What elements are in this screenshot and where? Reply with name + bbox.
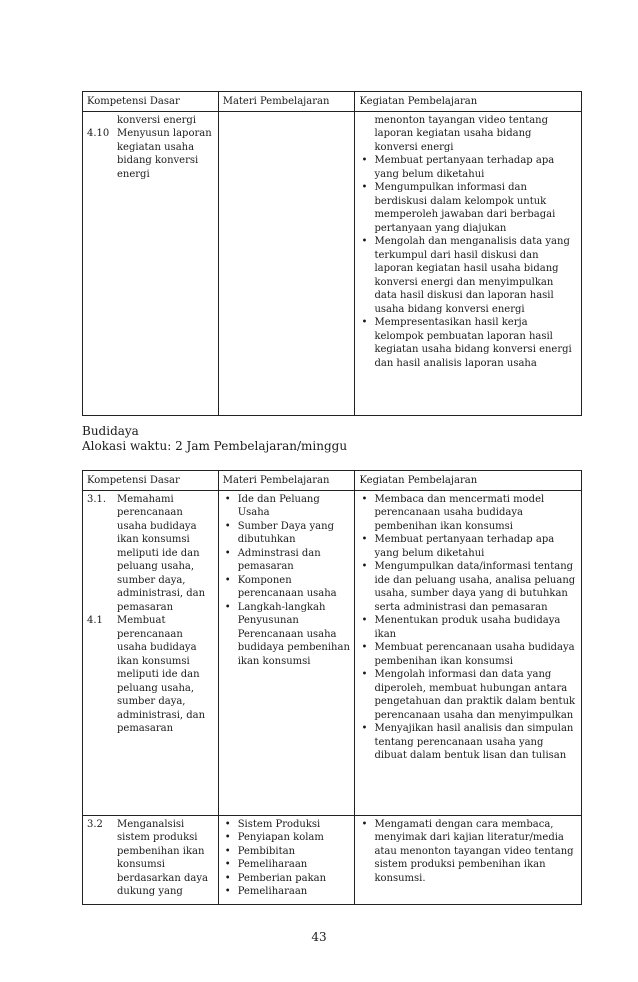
list-item: • Mengumpulkan data/informasi tentang ide dan peluang usaha, analisa peluang usaha, sumber daya yang di butuhkan serta administrasi dan pemasaran (361, 561, 576, 613)
table-row (83, 111, 582, 415)
list-item: • Langkah-langkah Penyusunan Perencanaan usaha budidaya pembenihan ikan konsumsi (224, 601, 350, 667)
kd-continued-text: konversi energi (117, 114, 197, 126)
bullet-icon: • (224, 859, 231, 870)
bullet-icon: • (224, 574, 231, 586)
kegiatan-cell (355, 490, 582, 815)
kd-item (87, 818, 214, 899)
kegiatan-list (359, 818, 577, 886)
bullet-icon: • (361, 534, 368, 545)
table-header-row (83, 471, 582, 491)
list-item: • Menyajikan hasil analisis dan simpulan tentang perencanaan usaha yang dibuat dalam bentuk lisan dan tulisan (361, 723, 574, 761)
bullet-icon: • (224, 493, 231, 505)
kd-number: 4.1 (87, 615, 103, 626)
bullet-icon: • (224, 886, 231, 897)
kegiatan-list (359, 493, 577, 763)
kd-item (87, 127, 214, 181)
materi-cell (218, 490, 355, 815)
kd-number: 3.2 (87, 818, 103, 830)
section-title: Budidaya (82, 424, 139, 438)
materi-cell (218, 815, 355, 904)
header-materi-pembelajaran: Materi Pembelajaran (218, 92, 355, 112)
list-item: • Sumber Daya yang dibutuhkan (224, 520, 334, 545)
kd-item (87, 614, 214, 736)
kegiatan-continued-text: menonton tayangan video tentang laporan kegiatan usaha bidang konversi energi (374, 114, 548, 153)
list-item: • Membuat pertanyaan terhadap apa yang belum diketahui (361, 155, 555, 180)
bullet-icon: • (361, 317, 368, 328)
header-materi-pembelajaran: Materi Pembelajaran (218, 471, 355, 491)
list-item: • Mengumpulkan informasi dan berdiskusi dalam kelompok untuk memperoleh jawaban dari berbagai pertanyaan yang diajukan (361, 182, 556, 234)
table-header-row (83, 92, 582, 112)
bullet-icon: • (361, 615, 368, 626)
kd-text: Membuat perencanaan usaha budidaya ikan konsumsi meliputi ide dan peluang usaha, sumber daya, administrasi, dan pemasaran (117, 615, 206, 734)
header-kompetensi-dasar: Kompetensi Dasar (83, 92, 219, 112)
list-item: • Membuat pertanyaan terhadap apa yang belum diketahui (361, 534, 555, 559)
list-item: • Sistem Produksi (224, 818, 321, 830)
kegiatan-list (359, 154, 577, 370)
materi-cell (218, 111, 355, 415)
bullet-icon: • (224, 520, 231, 532)
list-item: • Adminstrasi dan pemasaran (224, 547, 321, 572)
header-kompetensi-dasar: Kompetensi Dasar (83, 471, 219, 491)
kd-item (87, 493, 214, 615)
kd-text: Menyusun laporan kegiatan usaha bidang konversi energi (117, 128, 212, 180)
materi-list (223, 818, 351, 899)
bullet-icon: • (224, 845, 231, 857)
bullet-icon: • (361, 182, 368, 193)
header-kegiatan-pembelajaran: Kegiatan Pembelajaran (355, 471, 582, 491)
table-kompetensi-konversi-energi (82, 91, 582, 416)
header-kegiatan-pembelajaran: Kegiatan Pembelajaran (355, 92, 582, 112)
table-row (83, 490, 582, 815)
kd-cell (83, 111, 219, 415)
list-item: • Komponen perencanaan usaha (224, 574, 337, 599)
bullet-icon: • (361, 236, 368, 247)
list-item: • Pembibitan (224, 845, 296, 857)
table-row (83, 815, 582, 904)
bullet-icon: • (224, 601, 231, 613)
kd-cell (83, 815, 219, 904)
table-kompetensi-budidaya (82, 470, 582, 905)
bullet-icon: • (224, 872, 231, 884)
list-item: • Membuat perencanaan usaha budidaya pembenihan ikan konsumsi (361, 642, 575, 667)
bullet-icon: • (224, 832, 231, 843)
bullet-icon: • (361, 493, 368, 505)
kd-number: 3.1. (87, 493, 107, 505)
list-item: • Mengolah dan menganalisis data yang terkumpul dari hasil diskusi dan laporan kegiatan hasil usaha bidang konversi energi dan menyimpulkan data hasil diskusi dan laporan hasil usaha bidang konversi energi (361, 236, 570, 315)
bullet-icon: • (224, 818, 231, 830)
kd-cell (83, 490, 219, 815)
list-item: • Membaca dan mencermati model perencanaan usaha budidaya pembenihan ikan konsumsi (361, 493, 545, 532)
materi-list (223, 493, 351, 669)
time-allocation: Alokasi waktu: 2 Jam Pembelajaran/minggu (82, 439, 348, 453)
list-item: • Mempresentasikan hasil kerja kelompok pembuatan laporan hasil kegiatan usaha bidang konversi energi dan hasil analisis laporan usaha (361, 317, 572, 369)
list-item: • Pemeliharaan (224, 886, 308, 897)
kd-text: Memahami perencanaan usaha budidaya ikan konsumsi meliputi ide dan peluang usaha, sumber daya, administrasi, dan pemasaran (117, 493, 206, 613)
list-item: • Ide dan Peluang Usaha (224, 493, 320, 518)
bullet-icon: • (361, 642, 368, 653)
page-number: 43 (311, 930, 327, 944)
bullet-icon: • (361, 669, 368, 680)
bullet-icon: • (361, 561, 368, 572)
kd-text: Menganalsisi sistem produksi pembenihan ikan konsumsi berdasarkan daya dukung yang (117, 818, 208, 897)
list-item: • Penyiapan kolam (224, 832, 324, 843)
kd-number: 4.10 (87, 128, 110, 139)
kegiatan-cell (355, 111, 582, 415)
kegiatan-cell (355, 815, 582, 904)
list-item: • Pemberian pakan (224, 872, 327, 884)
bullet-icon: • (361, 818, 368, 830)
list-item: • Pemeliharaan (224, 859, 308, 870)
bullet-icon: • (361, 723, 368, 734)
list-item: • Mengamati dengan cara membaca, menyimak dari kajian literatur/media atau menonton tayangan video tentang sistem produksi pembenihan ikan konsumsi. (361, 818, 574, 884)
list-item: • Menentukan produk usaha budidaya ikan (361, 615, 561, 640)
list-item: • Mengolah informasi dan data yang diperoleh, membuat hubungan antara pengetahuan dan praktik dalam bentuk perencanaan usaha dan menyimpulkan (361, 669, 576, 721)
bullet-icon: • (361, 155, 368, 166)
bullet-icon: • (224, 547, 231, 559)
